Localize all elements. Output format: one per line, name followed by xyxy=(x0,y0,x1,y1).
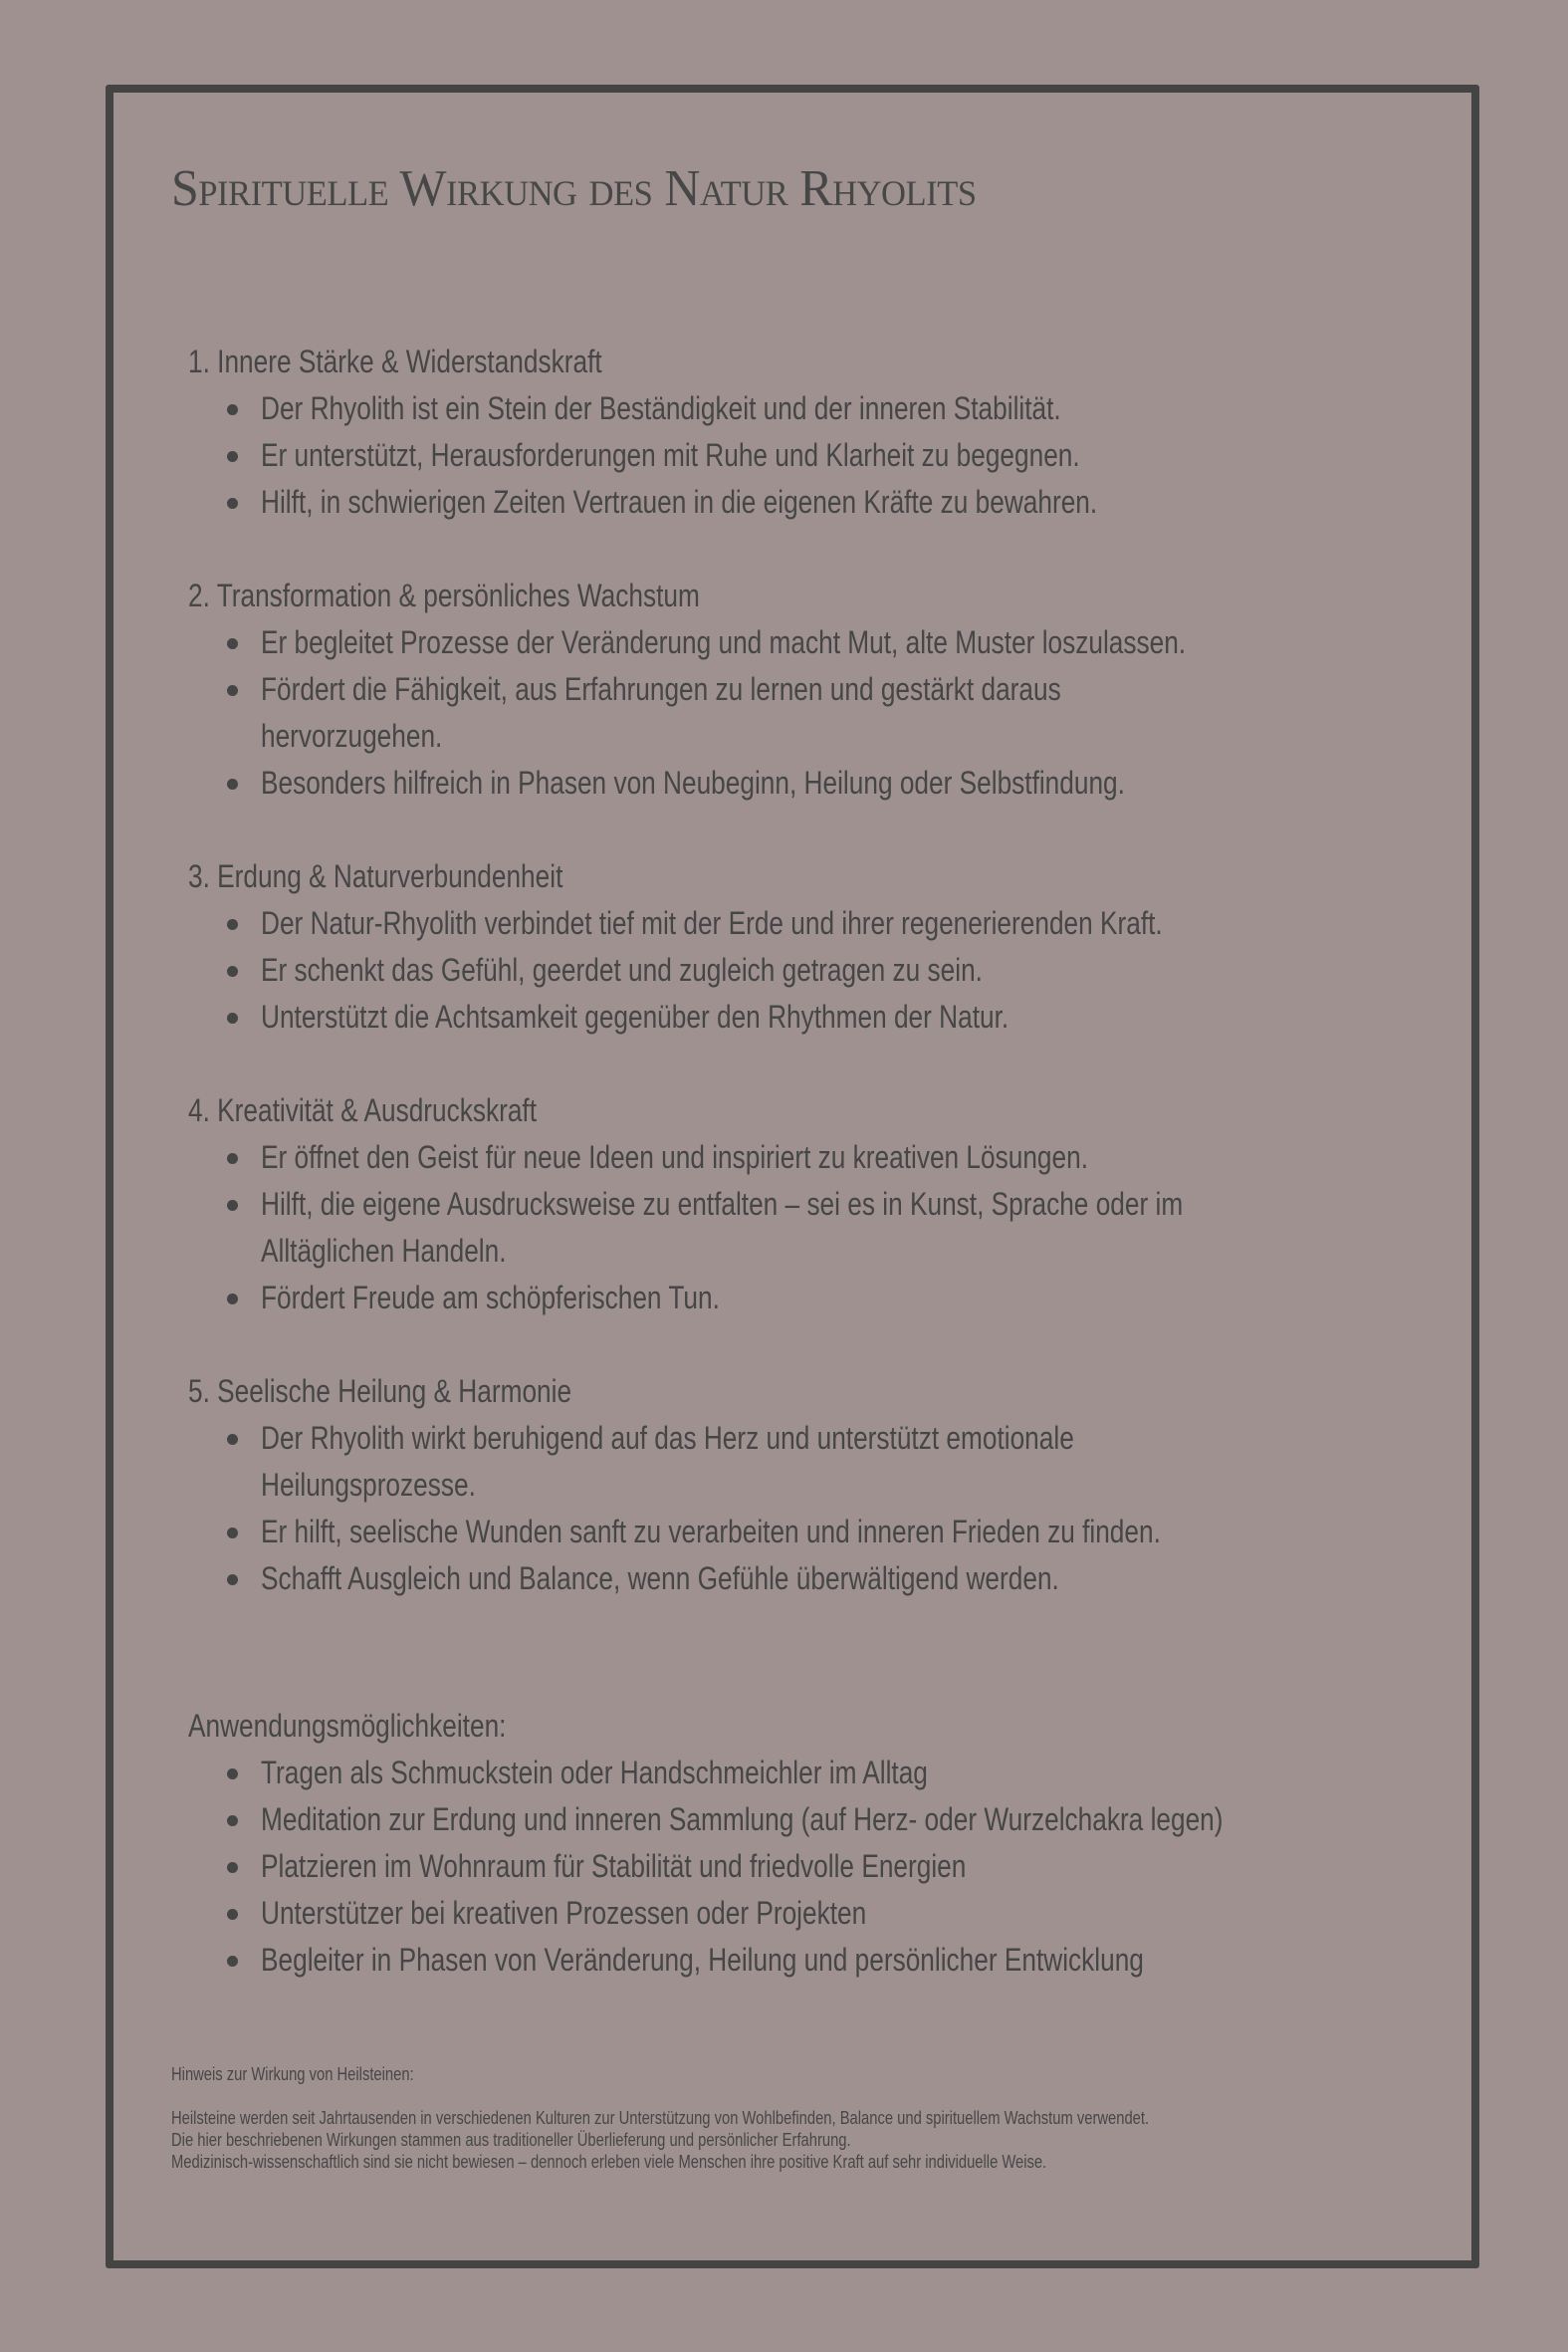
page-title: Spirituelle Wirkung des Natur Rhyolits xyxy=(171,160,977,217)
bullet-icon xyxy=(227,1862,238,1873)
note-title: Hinweis zur Wirkung von Heilsteinen: xyxy=(171,2064,414,2084)
bullet-icon xyxy=(227,1200,238,1211)
list-item-text: Unterstützt die Achtsamkeit gegenüber den Rhythmen der Natur. xyxy=(261,999,1009,1035)
bullet-list xyxy=(188,1134,1443,1321)
sections-list xyxy=(188,339,1443,1602)
list-item xyxy=(188,1890,1443,1937)
list-item-text-continued: Heilungsprozesse. xyxy=(261,1467,476,1503)
bullet-icon xyxy=(227,1013,238,1024)
list-item-text: Er begleitet Prozesse der Veränderung und macht Mut, alte Muster loszulassen. xyxy=(261,624,1187,660)
section-inner-strength xyxy=(188,339,1443,526)
section-heading: 3. Erdung & Naturverbundenheit xyxy=(188,858,563,894)
bullet-icon xyxy=(227,685,238,696)
bullet-icon xyxy=(227,404,238,415)
bullet-icon xyxy=(227,966,238,977)
list-item xyxy=(188,432,1443,479)
list-item-text: Er schenkt das Gefühl, geerdet und zugleich getragen zu sein. xyxy=(261,952,983,988)
bullet-icon xyxy=(227,1153,238,1164)
bullet-list xyxy=(188,1415,1443,1602)
list-item-text: Meditation zur Erdung und inneren Sammlung (auf Herz- oder Wurzelchakra legen) xyxy=(261,1801,1224,1837)
bullet-list xyxy=(188,385,1443,526)
list-item xyxy=(188,666,1443,760)
list-item-text: Fördert die Fähigkeit, aus Erfahrungen zu lernen und gestärkt daraus hervorzugehen. xyxy=(261,671,1061,754)
list-item-text: Hilft, die eigene Ausdrucksweise zu entfalten – sei es in Kunst, Sprache oder im xyxy=(261,1186,1184,1222)
list-item-text: Der Rhyolith wirkt beruhigend auf das Herz und unterstützt emotionale xyxy=(261,1420,1074,1456)
bullet-icon xyxy=(227,451,238,462)
list-item xyxy=(188,1181,1443,1275)
bullet-icon xyxy=(227,1956,238,1967)
list-item-text: Der Natur-Rhyolith verbindet tief mit der Erde und ihrer regenerierenden Kraft. xyxy=(261,905,1163,941)
list-item xyxy=(188,760,1443,807)
applications-list xyxy=(188,1750,1443,1984)
bullet-icon xyxy=(227,1434,238,1445)
section-heading: 1. Innere Stärke & Widerstandskraft xyxy=(188,344,602,379)
bullet-icon xyxy=(227,1294,238,1304)
section-heading: 2. Transformation & persönliches Wachstum xyxy=(188,578,700,613)
section-grounding xyxy=(188,853,1443,1041)
bullet-icon xyxy=(227,919,238,930)
section-healing xyxy=(188,1368,1443,1602)
note-body xyxy=(171,2107,1465,2173)
applications-section xyxy=(188,1703,1443,1984)
note-line: Heilsteine werden seit Jahrtausenden in verschiedenen Kulturen zur Unterstützung von Wohlbefinden, Balance und spirituellem Wachstum verwendet. xyxy=(171,2108,1150,2128)
bullet-list xyxy=(188,619,1443,807)
bullet-icon xyxy=(227,1528,238,1538)
bullet-icon xyxy=(227,1768,238,1779)
applications-heading: Anwendungsmöglichkeiten: xyxy=(188,1708,507,1744)
list-item-text-continued: Alltäglichen Handeln. xyxy=(261,1233,507,1269)
list-item xyxy=(188,479,1443,526)
list-item xyxy=(188,1275,1443,1321)
section-heading: 5. Seelische Heilung & Harmonie xyxy=(188,1373,572,1409)
list-item-text: Der Rhyolith ist ein Stein der Beständigkeit und der inneren Stabilität. xyxy=(261,390,1061,426)
bullet-icon xyxy=(227,779,238,790)
list-item-text: Er öffnet den Geist für neue Ideen und inspiriert zu kreativen Lösungen. xyxy=(261,1139,1088,1175)
bullet-icon xyxy=(227,1574,238,1585)
list-item xyxy=(188,900,1443,947)
list-item-text: Schafft Ausgleich und Balance, wenn Gefühle überwältigend werden. xyxy=(261,1560,1059,1596)
note-line: Medizinisch-wissenschaftlich sind sie nicht bewiesen – dennoch erleben viele Menschen ihre positive Kraft auf sehr individuelle Weise. xyxy=(171,2152,1047,2172)
list-item xyxy=(188,385,1443,432)
list-item xyxy=(188,1555,1443,1602)
list-item-text: Hilft, in schwierigen Zeiten Vertrauen in die eigenen Kräfte zu bewahren. xyxy=(261,484,1098,520)
bullet-icon xyxy=(227,1815,238,1826)
list-item-text: Tragen als Schmuckstein oder Handschmeichler im Alltag xyxy=(261,1755,928,1790)
bullet-list xyxy=(188,900,1443,1041)
bullet-icon xyxy=(227,1909,238,1920)
list-item xyxy=(188,947,1443,994)
list-item xyxy=(188,1509,1443,1555)
list-item-text: Er unterstützt, Herausforderungen mit Ruhe und Klarheit zu begegnen. xyxy=(261,437,1080,473)
list-item xyxy=(188,1937,1443,1984)
list-item-text: Fördert Freude am schöpferischen Tun. xyxy=(261,1280,720,1315)
list-item xyxy=(188,1415,1443,1509)
disclaimer-note xyxy=(171,2063,1465,2173)
list-item-text: Unterstützer bei kreativen Prozessen oder Projekten xyxy=(261,1895,867,1931)
list-item xyxy=(188,1134,1443,1181)
list-item-text: Er hilft, seelische Wunden sanft zu verarbeiten und inneren Frieden zu finden. xyxy=(261,1514,1161,1549)
list-item-text: Begleiter in Phasen von Veränderung, Heilung und persönlicher Entwicklung xyxy=(261,1942,1144,1978)
list-item xyxy=(188,1750,1443,1796)
section-transformation xyxy=(188,573,1443,807)
section-creativity xyxy=(188,1087,1443,1321)
list-item-text: Besonders hilfreich in Phasen von Neubeginn, Heilung oder Selbstfindung. xyxy=(261,765,1125,801)
bullet-icon xyxy=(227,498,238,509)
bullet-icon xyxy=(227,638,238,649)
list-item-text: Platzieren im Wohnraum für Stabilität und friedvolle Energien xyxy=(261,1848,967,1884)
list-item xyxy=(188,994,1443,1041)
section-heading: 4. Kreativität & Ausdruckskraft xyxy=(188,1092,538,1128)
list-item xyxy=(188,1796,1443,1843)
note-line: Die hier beschriebenen Wirkungen stammen aus traditioneller Überlieferung und persönlicher Erfahrung. xyxy=(171,2130,851,2150)
list-item xyxy=(188,1843,1443,1890)
list-item xyxy=(188,619,1443,666)
